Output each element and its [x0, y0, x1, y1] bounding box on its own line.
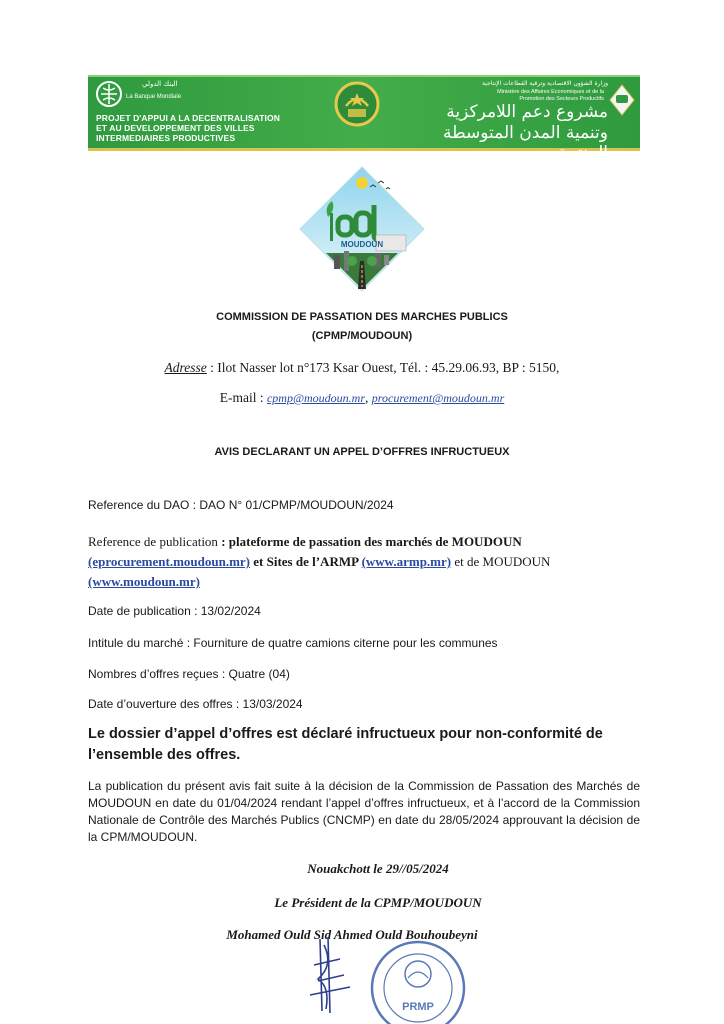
email-link-procurement[interactable]: procurement@moudoun.mr [371, 391, 505, 405]
logo-label: MOUDOUN [340, 240, 384, 249]
project-line-3: INTERMEDIAIRES PRODUCTIVES [96, 133, 236, 143]
market-title: Intitule du marché : Fourniture de quatre camions citerne pour les communes [88, 636, 498, 650]
moudoun-site-link[interactable]: (www.moudoun.mr) [88, 574, 200, 589]
handwritten-signature-icon [300, 935, 360, 1015]
place-date: Nouakchott le 29//05/2024 [307, 861, 449, 876]
offers-count: Nombres d’offres reçues : Quatre (04) [88, 667, 290, 681]
publication-text-3: et de MOUDOUN [451, 554, 551, 569]
address-label: Adresse [164, 360, 207, 375]
publication-reference [88, 532, 636, 592]
official-stamp-icon [360, 930, 470, 1024]
address-text: : Ilot Nasser lot n°173 Ksar Ouest, Tél. : 45.29.06.93, BP : 5150, [206, 360, 560, 375]
national-emblem-icon [334, 81, 380, 127]
project-line-1: PROJET D'APPUI A LA DECENTRALISATION [96, 113, 280, 123]
publication-text-2: et Sites de l’ARMP [250, 554, 362, 569]
moudoun-mini-logo-icon [608, 83, 636, 117]
eprocurement-link[interactable]: (eprocurement.moudoun.mr) [88, 554, 251, 569]
ministry-arabic: وزارة الشؤون الاقتصادية وترقية القطاعات الإنتاجية [482, 80, 608, 87]
ministry-french-1: Ministère des Affaires Economiques et de la [497, 89, 604, 95]
publication-label: Reference de publication [88, 534, 222, 549]
commission-acronym: (CPMP/MOUDOUN) [311, 330, 413, 342]
declaration-statement: Le dossier d’appel d’offres est déclaré infructueux pour non-conformité de l’ensemble des offres. [88, 726, 603, 763]
publication-date: Date de publication : 13/02/2024 [88, 604, 261, 618]
signatory-name: Mohamed Ould Sid Ahmed Ould Bouhoubeyni [226, 927, 478, 942]
stamp-label: PRMP [402, 1001, 434, 1013]
email-line [0, 390, 724, 406]
project-arabic-1: مشروع دعم اللامركزية [446, 102, 608, 122]
world-bank-french: La Banque Mondiale [126, 94, 182, 100]
moudoun-logo-icon [298, 165, 426, 293]
notice-title: AVIS DECLARANT UN APPEL D’OFFRES INFRUCTUEUX [214, 446, 510, 458]
email-separator: , [365, 390, 372, 405]
ministry-french-2: Promotion des Secteurs Productifs [519, 96, 604, 102]
body-paragraph: La publication du présent avis fait suite à la décision de la Commission de Passation des Marchés de MOUDOUN en date du 01/04/2024 rendant l’appel d’offres infructueux, et à l’accord de la Commission Nationale de Contrôle des Marchés Publics (CNCMP) en date du 28/05/2024 approuvant la décision de la CPM/MOUDOUN. [88, 779, 640, 844]
project-line-2: ET AU DEVELOPPEMENT DES VILLES [96, 123, 255, 133]
world-bank-logo-icon [96, 81, 122, 107]
commission-title: COMMISSION DE PASSATION DES MARCHES PUBLICS [216, 311, 508, 323]
armp-link[interactable]: (www.armp.mr) [361, 554, 452, 569]
world-bank-arabic: البنك الدولي [142, 80, 178, 88]
signatory-role: Le Président de la CPMP/MOUDOUN [274, 895, 482, 910]
header-banner [88, 75, 640, 163]
address-line [0, 360, 724, 376]
publication-text-1: : plateforme de passation des marchés de MOUDOUN [221, 534, 522, 549]
project-arabic-2: وتنمية المدن المتوسطة المنتجة [442, 123, 608, 163]
opening-date: Date d’ouverture des offres : 13/03/2024 [88, 697, 303, 711]
dao-reference: Reference du DAO : DAO N° 01/CPMP/MOUDOUN/2024 [88, 498, 394, 512]
email-label: E-mail : [219, 390, 267, 405]
email-link-cpmp[interactable]: cpmp@moudoun.mr [266, 391, 366, 405]
